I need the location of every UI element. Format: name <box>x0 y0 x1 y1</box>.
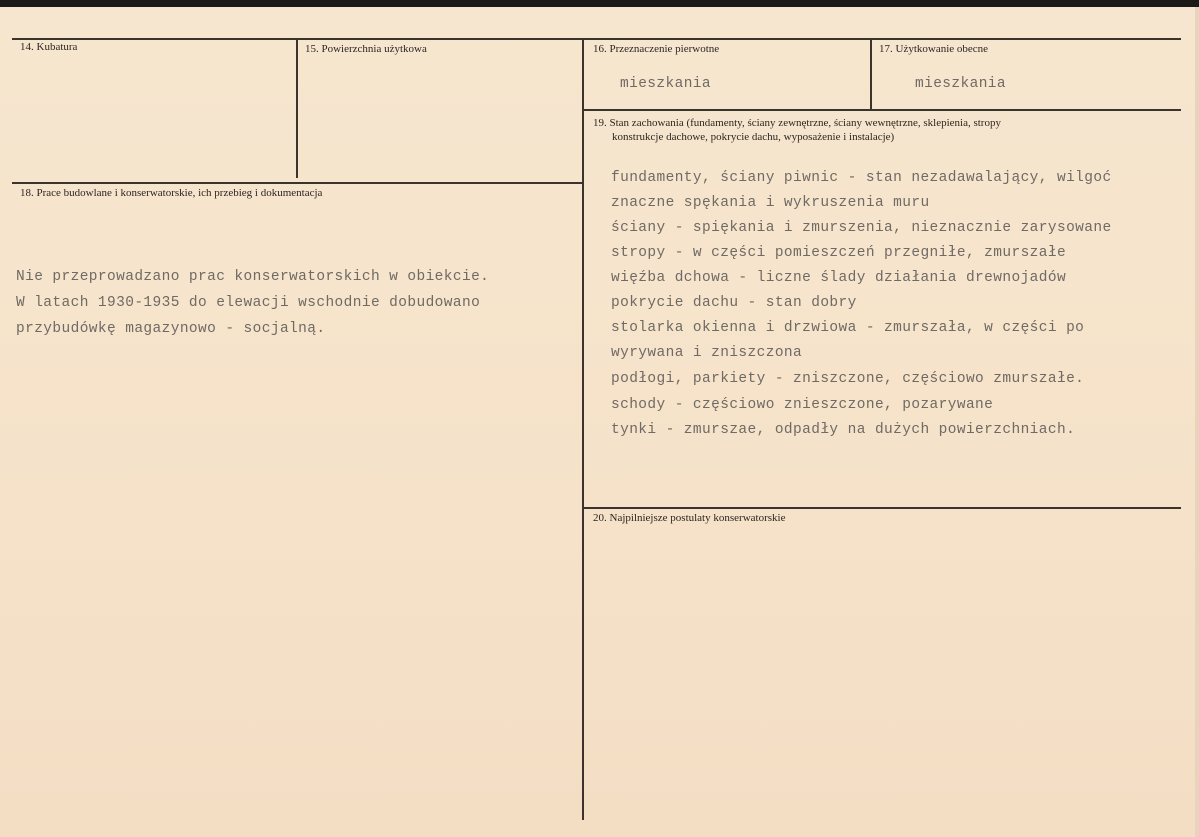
field-19-line: stropy - w części pomieszczeń przegniłe, zmurszałe <box>611 245 1067 261</box>
divider-16-17 <box>870 38 872 110</box>
field-19-label-line2: konstrukcje dachowe, pokrycie dachu, wyposażenie i instalacje) <box>612 131 895 143</box>
field-15-label: 15. Powierzchnia użytkowa <box>305 43 427 55</box>
scan-top-border <box>0 0 1199 7</box>
field-16-label: 16. Przeznaczenie pierwotne <box>593 43 720 55</box>
field-16-value: mieszkania <box>620 76 712 92</box>
rule-under-19 <box>584 507 1181 509</box>
top-rule <box>12 38 1181 40</box>
field-20-label: 20. Najpilniejsze postulaty konserwatorskie <box>593 512 786 524</box>
field-19-line: schody - częściowo znieszczone, pozarywane <box>611 397 994 413</box>
field-18-line: W latach 1930-1935 do elewacji wschodnie dobudowano <box>16 295 481 311</box>
field-17-value: mieszkania <box>915 76 1007 92</box>
divider-main <box>582 38 584 820</box>
field-18-line: Nie przeprowadzano prac konserwatorskich w obiekcie. <box>16 269 490 285</box>
rule-under-16-17 <box>584 109 1181 111</box>
field-19-line: pokrycie dachu - stan dobry <box>611 295 857 311</box>
field-19-label-line1: 19. Stan zachowania (fundamenty, ściany zewnętrzne, ściany wewnętrzne, sklepienia, stropy <box>593 117 1001 129</box>
field-19-line: fundamenty, ściany piwnic - stan nezadawalający, wilgoć <box>611 170 1112 186</box>
rule-under-14-15 <box>12 182 582 184</box>
field-17-label: 17. Użytkowanie obecne <box>879 43 989 55</box>
field-18-label: 18. Prace budowlane i konserwatorskie, ich przebieg i dokumentacja <box>20 187 323 199</box>
sheet-right-edge <box>1195 7 1199 837</box>
field-14-label: 14. Kubatura <box>20 41 78 53</box>
field-19-line: wyrywana i zniszczona <box>611 345 803 361</box>
field-19-line: znaczne spękania i wykruszenia muru <box>611 195 930 211</box>
field-18-line: przybudówkę magazynowo - socjalną. <box>16 321 326 337</box>
field-19-line: tynki - zmurszae, odpadły na dużych powierzchniach. <box>611 422 1076 438</box>
field-19-line: stolarka okienna i drzwiowa - zmurszała, w części po <box>611 320 1085 336</box>
field-19-line: podłogi, parkiety - zniszczone, częściowo zmurszałe. <box>611 371 1085 387</box>
field-19-line: ściany - spiękania i zmurszenia, nieznacznie zarysowane <box>611 220 1112 236</box>
divider-14-15 <box>296 38 298 178</box>
field-19-line: więźba dchowa - liczne ślady działania drewnojadów <box>611 270 1067 286</box>
